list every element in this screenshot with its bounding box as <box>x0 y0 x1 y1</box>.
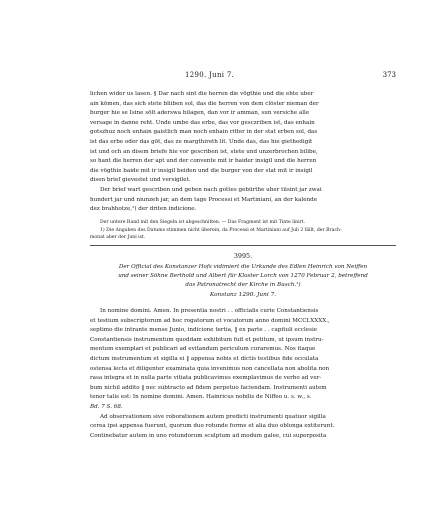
text-line: lichen wider us lasen. § Dar nach sint die herren die vögthie und die ehte uber <box>90 91 314 97</box>
text-line: In nomine domini. Amen. In presentia nostri . . officialis curie Constantiensis <box>100 308 319 314</box>
text-line: Continebatur autem in uno rotundorum sculptum ad modum galee, cui superposita <box>90 432 327 439</box>
page-number: 373 <box>382 71 396 79</box>
text-line: cerea ipsi appensa fuerunt, quorum duo rotunde forme et alia duo oblonga extiterunt. <box>90 423 335 430</box>
text-line: so hant die herren der apt und der convente mit ir baider insigil und die herren <box>90 158 317 165</box>
text-line: et testium subscriptorum ad hoc rogatorum et vocatorum anno domini MCCLXXXX., <box>90 317 330 324</box>
footnote-1-cont: monat aber der Juni ist. <box>90 235 146 241</box>
document-number: 3995. <box>233 252 253 260</box>
summary-line: Der Official des Konstanzer Hofs vidimiert die Urkunde des Edlen Heinrich von Neiffen <box>118 264 368 270</box>
text-line: hundert jar und niunzeh jar, an dem tage Processi et Martiniani, an der kalende <box>90 196 318 203</box>
place-date: Konstanz 1290. Juni 7. <box>209 292 277 298</box>
document-heading <box>90 252 396 260</box>
summary-line: das Patronatrecht der Kirche in Busch.¹) <box>185 282 301 288</box>
header-date: 1290. Juni 7. <box>185 71 235 79</box>
text-line: ist das erbe oder das gōt, das ze margthireth lit. Unde das, das hie giethedigit <box>90 138 313 145</box>
text-line: bum nichil addito ‖ nec subtracto ad fidem perpetuo faciendam. Instrumenti autem <box>90 384 327 391</box>
text-line: mentum exemplari et publicari ad evitandum periculum curaremus. Nos itaque <box>90 346 316 353</box>
text-line: tenor talis est: In nomine domini. Amen. Hainricus nobilis de Niffeo u. s. w., s. <box>90 394 312 401</box>
place-date-line <box>90 292 396 298</box>
text-line: burger hie se Isine sōlt aderswa bilagen, dan vor ir amman, sun versiche alle <box>90 110 310 117</box>
text-line: die vögthie baide mit ir insigil beiden und die burger von der stat mit ir insigil <box>90 167 313 174</box>
text-line: Bd. 7 S. 68. <box>90 403 123 410</box>
text-line: versage in danne reht. Unde umbe das erbe, das vor gesczriben ist, das enhain <box>90 119 315 126</box>
text-line: Ad observationem sive roborationem autem predicti instrumenti quatuor sigilla <box>100 413 326 420</box>
summary-line: und seiner Söhne Berthold und Albert für Kloster Lorch von 1270 Februar 2, betreffend <box>118 273 368 279</box>
footnote-a: Der untere Rand mit den Siegeln ist abgeschnitten. — Das Fragment ist mit Tinte linirt. <box>100 220 306 225</box>
charter-text-continued <box>90 90 396 215</box>
text-line: gotszhuz noch enhain gaistlich man noch enhain ritter in der stat erben sol, das <box>90 129 318 136</box>
text-line: ist und och an disem briefe hie vor gescriben ist, stete und unzerbrochen bilibe, <box>90 148 318 155</box>
regest-summary <box>90 263 396 290</box>
text-line: septimo die intrante mense Junio, indicione tertia, ‖ ex parte . . capituli ecclesie <box>90 327 318 334</box>
text-line: dez brahhotze,¹) der driten indicione. <box>90 206 197 213</box>
footnotes <box>90 219 396 242</box>
text-line: disen brief gievestet und versigilet. <box>90 177 191 184</box>
vidimus-text <box>90 307 396 441</box>
running-header <box>90 71 396 83</box>
separator-rule <box>90 245 396 246</box>
text-line: ostensa lecta et diligenter examinata quia invenimus non cancellata non abolita non <box>90 365 330 372</box>
text-line: rasa integra et in nulla parte vitiata publicavimus exemplavimus de verbo ad ver- <box>90 375 322 382</box>
footnote-1: 1) Die Angaben des Datums stimmen nicht überein, da Processi et Martiniani auf Juli 2 fällt, der Brach- <box>100 227 342 233</box>
text-line: ain kōmen, das sich stete bliiben sol, das die herren von dem clōster nieman der <box>90 100 319 107</box>
text-line: dictum instrumentum et sigilla ei ‖ appensa nobis et dictis testibus fide occulata <box>90 355 319 362</box>
text-line: Der brief wart gescriben und geben nach gottes gebürthe uber tūsint jar zwai <box>100 186 322 193</box>
text-line: Constantiensis instrumentum quoddam exhibitum fuit et petitum, ut ipsum instru- <box>90 336 324 343</box>
